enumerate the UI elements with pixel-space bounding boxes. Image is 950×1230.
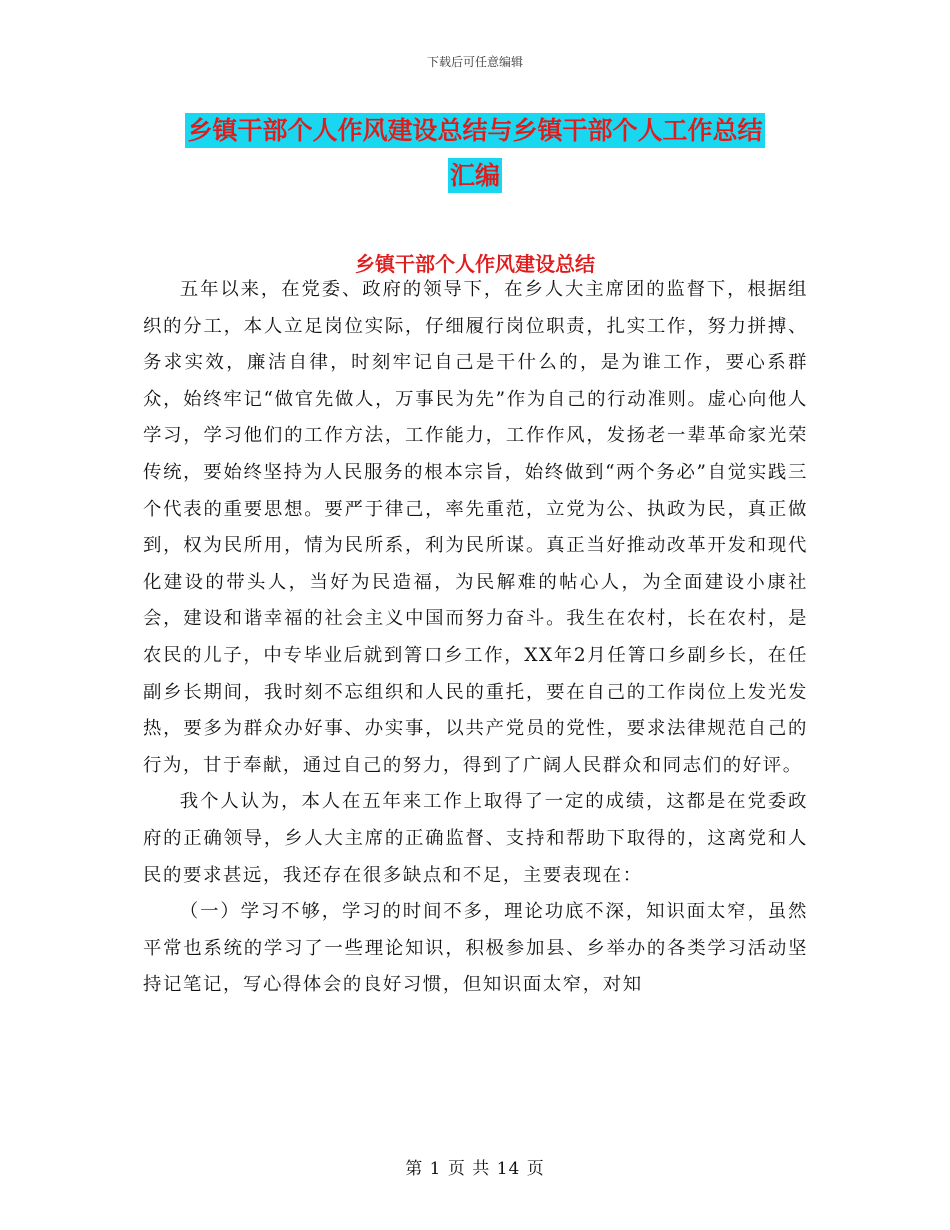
page-number: 第 1 页 共 14 页: [405, 1159, 545, 1179]
paragraph: 五年以来，在党委、政府的领导下，在乡人大主席团的监督下，根据组织的分工，本人立足岗位实际，仔细履行岗位职责，扎实工作，努力拼搏、务求实效，廉洁自律，时刻牢记自己是干什么的，是为谁工作，要心系群众，始终牢记“做官先做人，万事民为先”作为自己的行动准则。虚心向他人学习，学习他们的工作方法，工作能力，工作作风，发扬老一辈革命家光荣传统，要始终坚持为人民服务的根本宗旨，始终做到“两个务必”自觉实践三个代表的重要思想。要严于律己，率先重范，立党为公、执政为民，真正做到，权为民所用，情为民所系，利为民所谋。真正当好推动改革开发和现代化建设的带头人，当好为民造福，为民解难的帖心人，为全面建设小康社会，建设和谐幸福的社会主义中国而努力奋斗。我生在农村，长在农村，是农民的儿子，中专毕业后就到箐口乡工作，XX年2月任箐口乡副乡长，在任副乡长期间，我时刻不忘组织和人民的重托，要在自己的工作岗位上发光发热，要多为群众办好事、办实事，以共产党员的党性，要求法律规范自己的行为，甘于奉献，通过自己的努力，得到了广阔人民群众和同志们的好评。: [143, 279, 808, 776]
paragraph: 我个人认为，本人在五年来工作上取得了一定的成绩，这都是在党委政府的正确领导，乡人大主席的正确监督、支持和帮助下取得的，这离党和人民的要求甚远，我还存在很多缺点和不足，主要表现在：: [143, 791, 808, 886]
document-title: [0, 108, 950, 198]
section-heading: 乡镇干部个人作风建设总结: [355, 252, 595, 276]
paragraph: （一）学习不够，学习的时间不多，理论功底不深，知识面太窄，虽然平常也系统的学习了一些理论知识，积极参加县、乡举办的各类学习活动坚持记笔记，写心得体会的良好习惯，但知识面太窄，对知: [143, 901, 808, 996]
document-body: [143, 272, 808, 1004]
title-line-2: 汇编: [448, 158, 502, 193]
title-line-1: 乡镇干部个人作风建设总结与乡镇干部个人工作总结: [185, 113, 764, 148]
header-note: 下载后可任意编辑: [426, 55, 523, 69]
